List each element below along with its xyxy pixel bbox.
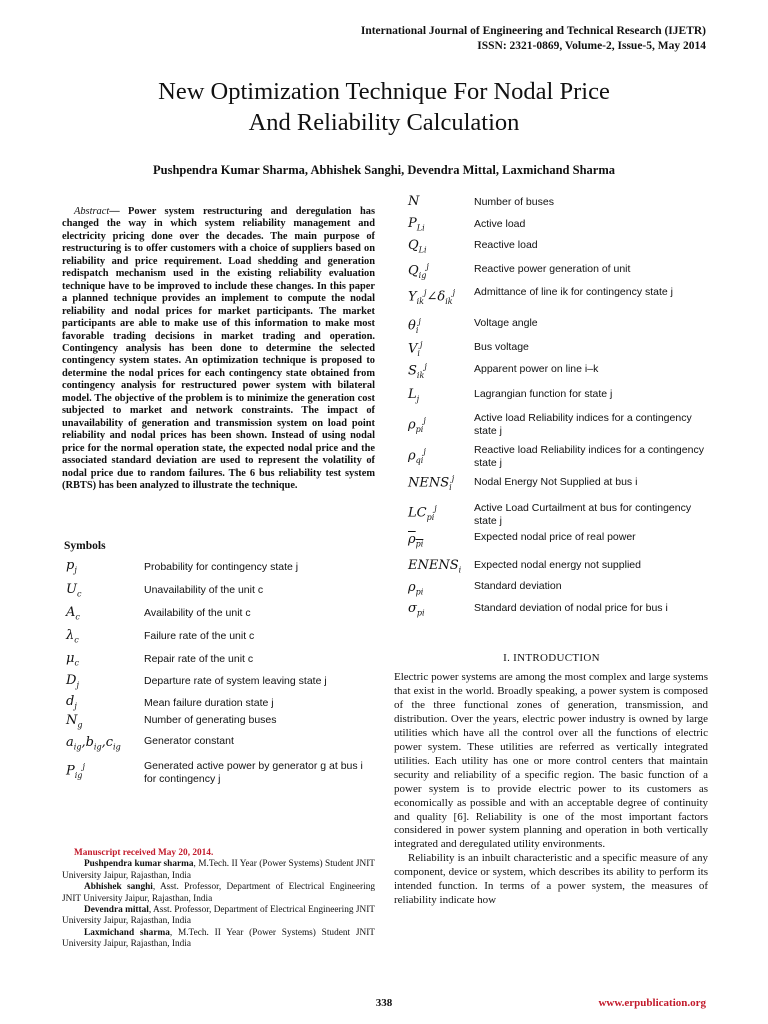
title-line-1: New Optimization Technique For Nodal Price bbox=[158, 78, 610, 105]
symbol-desc: Reactive load bbox=[474, 239, 538, 251]
symbol-d-j: $d_j$ bbox=[66, 694, 77, 711]
symbol-LC-pi-j: $LC_{pi}^j$ bbox=[408, 504, 437, 522]
symbol-Y-ik-delta: $Y_{ik}^j\angle\delta_{ik}^j$ bbox=[408, 288, 456, 306]
symbol-desc: Reactive load Reliability indices for a contingency state j bbox=[474, 444, 704, 469]
journal-header bbox=[361, 24, 706, 54]
symbol-desc: Standard deviation of nodal price for bus i bbox=[474, 602, 668, 614]
symbol-desc: Nodal Energy Not Supplied at bus i bbox=[474, 476, 638, 488]
abstract-dash: — bbox=[109, 206, 129, 217]
symbol-V-i-j: $V_i^j$ bbox=[408, 340, 423, 358]
section-heading-introduction: I. INTRODUCTION bbox=[503, 652, 600, 664]
symbol-desc: Failure rate of the unit c bbox=[144, 630, 255, 642]
symbol-P-ig-j: $P_{ig}^j$ bbox=[66, 762, 85, 780]
symbol-desc: Mean failure duration state j bbox=[144, 697, 274, 709]
symbols-heading: Symbols bbox=[64, 540, 106, 552]
manuscript-received: Manuscript received May 20, 2014 bbox=[74, 848, 211, 858]
symbol-rho-pi-j: $\rho_{pi}^j$ bbox=[408, 416, 426, 434]
paper-title bbox=[60, 76, 708, 138]
author-4-affiliation: , M.Tech. II Year (Power Systems) Student JNIT University Jaipur, Rajasthan, India bbox=[62, 927, 375, 950]
symbol-desc: Generated active power by generator g at bus i for contingency j bbox=[144, 760, 363, 785]
symbol-N-g: $N_g$ bbox=[66, 713, 83, 730]
author-1-name: Pushpendra kumar sharma bbox=[84, 859, 194, 870]
publisher-url[interactable]: www.erpublication.org bbox=[598, 997, 706, 1009]
author-2-name: Abhishek sanghi bbox=[84, 882, 153, 893]
page-number: 338 bbox=[375, 997, 393, 1009]
symbol-rho-qi-j: $\rho_{qi}^j$ bbox=[408, 447, 426, 465]
abstract-label: Abstract bbox=[74, 206, 110, 217]
symbol-desc: Standard deviation bbox=[474, 580, 562, 592]
symbol-desc: Expected nodal energy not supplied bbox=[474, 559, 641, 571]
symbol-NENS-i-j: $NENS_i^j$ bbox=[408, 474, 455, 492]
symbol-desc: Active load bbox=[474, 218, 526, 230]
symbol-desc: Availability of the unit c bbox=[144, 607, 251, 619]
introduction-text bbox=[394, 671, 708, 908]
symbol-desc: Active Load Curtailment at bus for contingency state j bbox=[474, 502, 692, 527]
symbol-desc: Number of generating buses bbox=[144, 714, 277, 726]
author-list: Pushpendra Kumar Sharma, Abhishek Sanghi, Devendra Mittal, Laxmichand Sharma bbox=[153, 163, 615, 177]
symbol-desc: Lagrangian function for state j bbox=[474, 388, 613, 400]
symbol-desc: Probability for contingency state j bbox=[144, 561, 299, 573]
author-3-name: Devendra mittal bbox=[84, 905, 149, 916]
symbol-desc: Apparent power on line i–k bbox=[474, 363, 599, 375]
symbol-theta-i-j: $\theta_i^j$ bbox=[408, 317, 421, 335]
title-line-2: And Reliability Calculation bbox=[248, 109, 520, 136]
author-2-affiliation: , Asst. Professor, Department of Electrical Engineering JNIT University Jaipur, Rajasthan, India bbox=[62, 882, 376, 904]
symbol-D-j: $D_j$ bbox=[66, 673, 79, 690]
symbol-desc: Generator constant bbox=[144, 735, 234, 747]
symbol-desc: Departure rate of system leaving state j bbox=[144, 675, 327, 687]
symbol-desc: Unavailability of the unit c bbox=[144, 584, 264, 596]
journal-name: International Journal of Engineering and Technical Research (IJETR) bbox=[360, 25, 706, 37]
symbol-S-ik-j: $S_{ik}^j$ bbox=[408, 362, 427, 380]
journal-issn: ISSN: 2321-0869, Volume-2, Issue-5, May 2014 bbox=[477, 40, 706, 52]
symbol-a-c: $A_c$ bbox=[66, 605, 80, 622]
symbol-desc: Admittance of line ik for contingency state j bbox=[474, 286, 674, 298]
symbol-desc: Repair rate of the unit c bbox=[144, 653, 254, 665]
intro-paragraph-2: Reliability is an inbuilt characteristic and a specific measure of any component, device or system, which describes its ability to perform its intended function. In terms of a power system, the measures of reliability indicate how bbox=[394, 852, 708, 907]
symbol-Q-Li: $Q_{Li}$ bbox=[408, 238, 427, 255]
symbol-Q-ig-j: $Q_{ig}^j$ bbox=[408, 262, 429, 280]
symbol-rho-pi: $\rho_{pi}$ bbox=[408, 580, 424, 597]
symbol-abc-ig: $a_{ig},b_{ig},c_{ig}$ bbox=[66, 735, 121, 752]
intro-paragraph-1: Electric power systems are among the most complex and large systems that exist in the world. Broadly speaking, a power system is composed of the three functional zones of generation, transmission, and distribution. Over the years, electric power industry is owned by large utilities which have all the control over all the functions of electric power system. These utilities are referred as vertically integrated utilities. Each utility has one or more control centers that maintain security and reliability of a specific region. The basic function of a power system is to provide electric power to its customers as economically as possible and with an acceptable degree of continuity and quality [6]. Reliability is one of the most important factors considered in power system planning and operation in both vertically integrated and deregulated utility environments. bbox=[394, 671, 708, 851]
symbol-L-j: $L_j$ bbox=[408, 387, 420, 404]
symbol-p-j: $p_j$ bbox=[66, 558, 77, 575]
symbol-rho-bar-pi: $\rho_{pi}$ bbox=[408, 532, 424, 549]
author-4-name: Laxmichand sharma bbox=[84, 927, 170, 938]
symbol-sigma-pi: $\sigma_{pi}$ bbox=[408, 601, 425, 618]
author-1-affiliation: , M.Tech. II Year (Power Systems) Student JNIT University Jaipur, Rajasthan, India bbox=[62, 859, 375, 881]
symbol-desc: Expected nodal price of real power bbox=[474, 531, 636, 543]
symbol-lambda-c: $\lambda_c$ bbox=[66, 628, 79, 645]
manuscript-footnote: Manuscript received May 20, 2014. Pushpendra kumar sharma, M.Tech. II Year (Power Systems) Student JNIT University Jaipur, Rajasthan, India Abhishek sanghi, Asst. Professor, Department of Electrical Engineering JNIT University Jaipur, Rajasthan, India Devendra mittal, Asst. Professor, Department of Electrical Engineering JNIT University Jaipur, Rajasthan, India Laxmichand sharma, M.Tech. II Year (Power Systems) Student JNIT University Jaipur, Rajasthan, India bbox=[62, 848, 376, 950]
symbol-desc: Active load Reliability indices for a contingency state j bbox=[474, 412, 692, 437]
symbol-desc: Bus voltage bbox=[474, 341, 529, 353]
symbol-desc: Number of buses bbox=[474, 196, 554, 208]
symbol-mu-c: $\mu_c$ bbox=[66, 651, 79, 668]
symbol-u-c: $U_c$ bbox=[66, 582, 82, 599]
abstract-text: Power system restructuring and deregulation has changed the way in which system reliability management and electricity pricing done over the decades. The main purpose of restructuring is to offer customers with a choice of suppliers based on reliability and price requirement. Load shedding and generation redispatch mechanism used in the existing reliability evaluation technique have to be improved to include these changes. In this paper a planned technique provides an implement to compute the nodal reliability and nodal prices for market participants. The market participants are able to make use of this information to make most favorable trading decisions in market trading and operation. Contingency analysis has been done to determine the selected contingency system states. An optimization technique is proposed to determine the nodal prices for each contingency state obtained from contingency analysis for restructured power system with bilateral model. The objective of the problem is to minimize the generation cost subjected to market and network constraints. The impact of unavailability of generation and transmission system on load point reliability and nodal prices has been shown. Instead of using nodal price for the normal operation state, the expected nodal price and the associated standard deviation are used to represent the volatility of nodal price due to random failures. The 6 bus reliability test system (RBTS) has been analyzed to illustrate the technique. bbox=[62, 206, 375, 491]
symbol-P-Li: $P_{Li}$ bbox=[408, 216, 425, 233]
symbol-N: N bbox=[408, 194, 420, 209]
abstract bbox=[62, 206, 375, 492]
symbol-desc: Reactive power generation of unit bbox=[474, 263, 631, 275]
symbol-desc: Voltage angle bbox=[474, 317, 538, 329]
symbol-ENENS-i: $ENENS_i$ bbox=[408, 558, 462, 575]
author-3-affiliation: , Asst. Professor, Department of Electrical Engineering JNIT University Jaipur, Rajasthan, India bbox=[62, 905, 375, 927]
